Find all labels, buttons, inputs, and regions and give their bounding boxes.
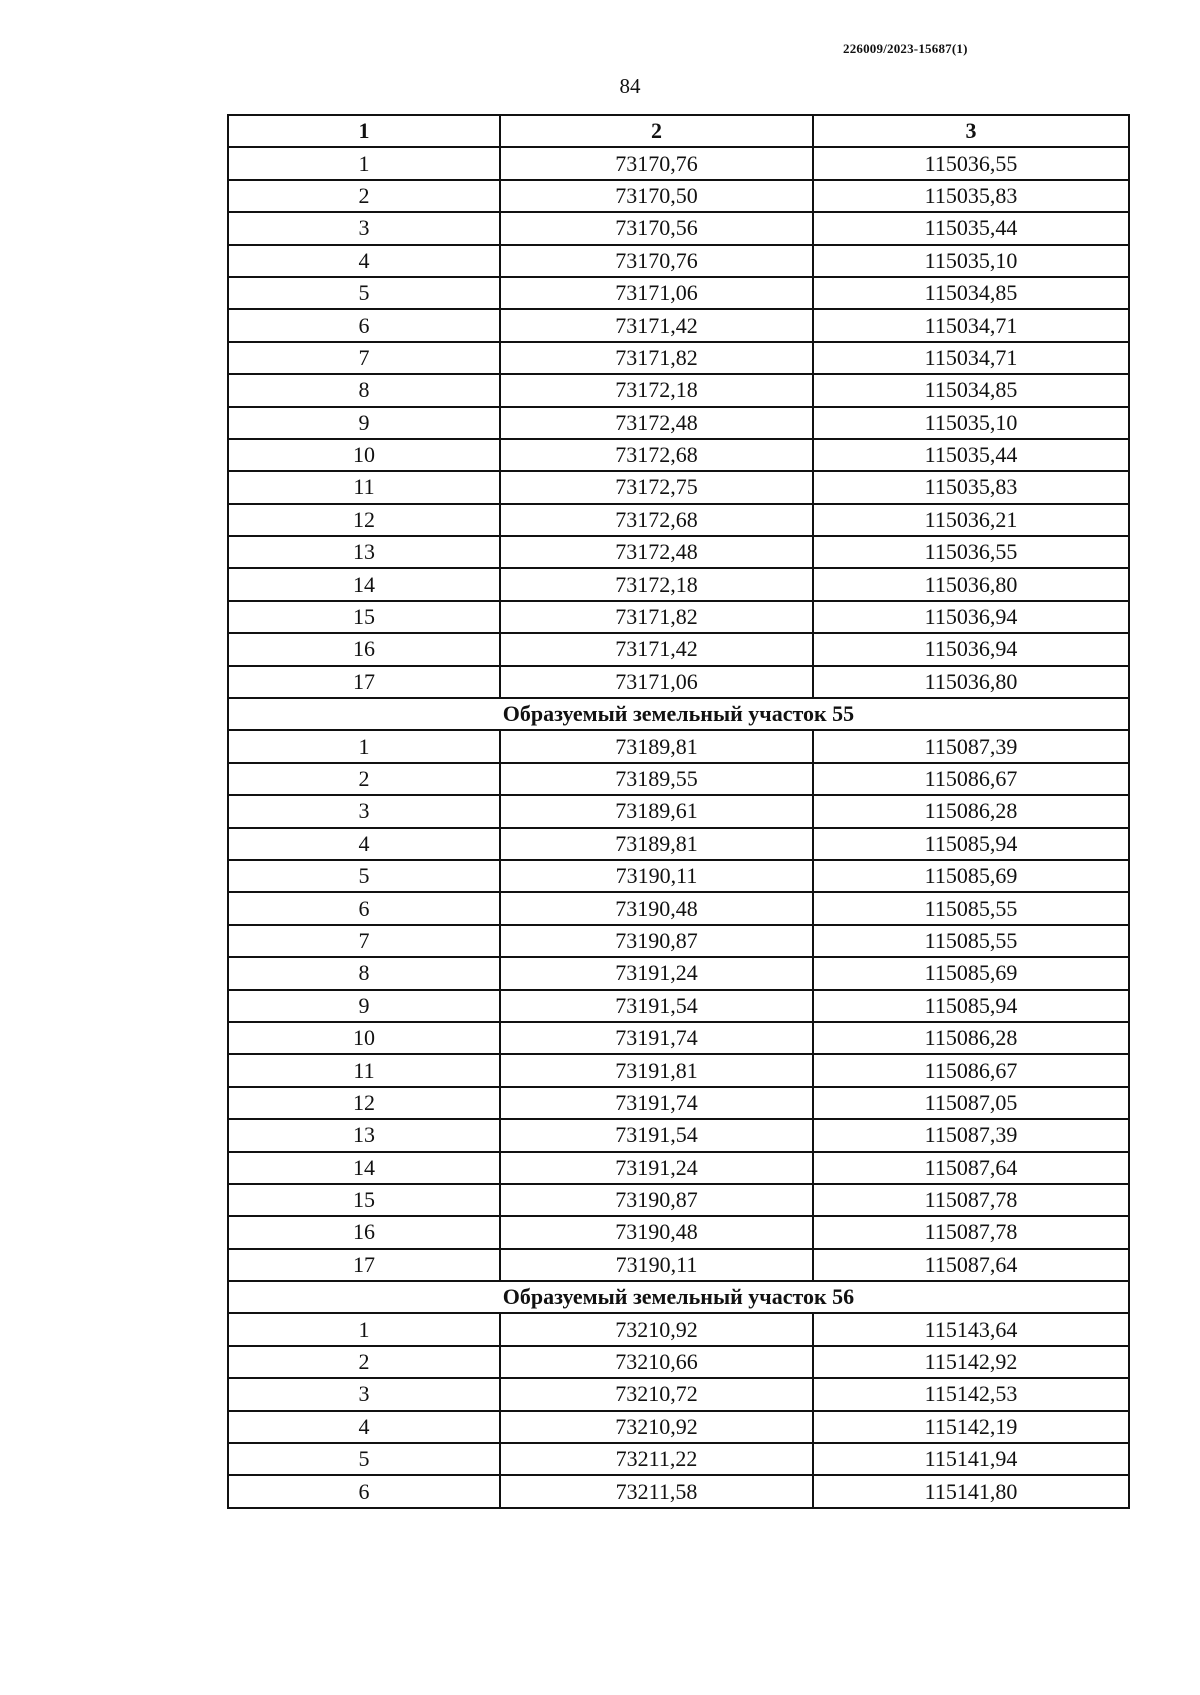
point-number-cell: 17 [228,666,500,698]
table-row [228,1249,1129,1281]
point-number-cell: 11 [228,471,500,503]
y-coordinate-cell: 115142,53 [813,1378,1129,1410]
column-header: 2 [500,115,813,147]
point-number-cell: 7 [228,342,500,374]
table-row [228,180,1129,212]
x-coordinate-cell: 73210,66 [500,1346,813,1378]
x-coordinate-cell: 73189,61 [500,795,813,827]
section-title: Образуемый земельный участок 55 [228,698,1129,730]
table-row [228,471,1129,503]
point-number-cell: 1 [228,147,500,179]
y-coordinate-cell: 115086,28 [813,1022,1129,1054]
point-number-cell: 15 [228,1184,500,1216]
point-number-cell: 6 [228,309,500,341]
x-coordinate-cell: 73191,74 [500,1022,813,1054]
x-coordinate-cell: 73191,54 [500,990,813,1022]
section-header-row [228,698,1129,730]
y-coordinate-cell: 115143,64 [813,1313,1129,1345]
table-row [228,601,1129,633]
table-row [228,828,1129,860]
table-row [228,1152,1129,1184]
table-row [228,1216,1129,1248]
x-coordinate-cell: 73190,48 [500,1216,813,1248]
point-number-cell: 11 [228,1054,500,1086]
section-header-row [228,1281,1129,1313]
x-coordinate-cell: 73171,42 [500,309,813,341]
table-row [228,1022,1129,1054]
y-coordinate-cell: 115087,64 [813,1152,1129,1184]
table-row [228,439,1129,471]
y-coordinate-cell: 115085,94 [813,828,1129,860]
x-coordinate-cell: 73171,82 [500,342,813,374]
y-coordinate-cell: 115142,19 [813,1411,1129,1443]
table-row [228,309,1129,341]
table-row [228,407,1129,439]
x-coordinate-cell: 73191,24 [500,957,813,989]
y-coordinate-cell: 115085,55 [813,925,1129,957]
y-coordinate-cell: 115036,21 [813,504,1129,536]
point-number-cell: 9 [228,990,500,1022]
x-coordinate-cell: 73210,92 [500,1313,813,1345]
x-coordinate-cell: 73172,18 [500,568,813,600]
table-row [228,892,1129,924]
point-number-cell: 12 [228,504,500,536]
table-row [228,536,1129,568]
y-coordinate-cell: 115087,05 [813,1087,1129,1119]
table-row [228,568,1129,600]
table-row [228,730,1129,762]
point-number-cell: 17 [228,1249,500,1281]
y-coordinate-cell: 115036,94 [813,601,1129,633]
table-row [228,1475,1129,1507]
y-coordinate-cell: 115035,44 [813,439,1129,471]
x-coordinate-cell: 73210,72 [500,1378,813,1410]
point-number-cell: 16 [228,1216,500,1248]
point-number-cell: 5 [228,860,500,892]
x-coordinate-cell: 73189,81 [500,828,813,860]
x-coordinate-cell: 73172,68 [500,439,813,471]
table-row [228,957,1129,989]
point-number-cell: 4 [228,1411,500,1443]
point-number-cell: 15 [228,601,500,633]
x-coordinate-cell: 73191,81 [500,1054,813,1086]
table-row [228,245,1129,277]
x-coordinate-cell: 73171,82 [500,601,813,633]
y-coordinate-cell: 115036,94 [813,633,1129,665]
x-coordinate-cell: 73191,54 [500,1119,813,1151]
y-coordinate-cell: 115087,39 [813,1119,1129,1151]
x-coordinate-cell: 73170,76 [500,245,813,277]
x-coordinate-cell: 73211,22 [500,1443,813,1475]
y-coordinate-cell: 115036,55 [813,536,1129,568]
section-title: Образуемый земельный участок 56 [228,1281,1129,1313]
table-header-row [228,115,1129,147]
point-number-cell: 6 [228,1475,500,1507]
table-row [228,504,1129,536]
x-coordinate-cell: 73190,87 [500,925,813,957]
y-coordinate-cell: 115034,85 [813,277,1129,309]
point-number-cell: 4 [228,245,500,277]
point-number-cell: 2 [228,180,500,212]
x-coordinate-cell: 73190,87 [500,1184,813,1216]
x-coordinate-cell: 73171,06 [500,666,813,698]
point-number-cell: 14 [228,1152,500,1184]
y-coordinate-cell: 115035,10 [813,245,1129,277]
x-coordinate-cell: 73171,06 [500,277,813,309]
y-coordinate-cell: 115086,67 [813,1054,1129,1086]
x-coordinate-cell: 73170,76 [500,147,813,179]
table-row [228,1184,1129,1216]
x-coordinate-cell: 73210,92 [500,1411,813,1443]
table-row [228,212,1129,244]
table-row [228,925,1129,957]
y-coordinate-cell: 115034,71 [813,342,1129,374]
table-row [228,666,1129,698]
y-coordinate-cell: 115036,80 [813,568,1129,600]
point-number-cell: 6 [228,892,500,924]
point-number-cell: 9 [228,407,500,439]
x-coordinate-cell: 73190,11 [500,860,813,892]
table-row [228,374,1129,406]
x-coordinate-cell: 73191,24 [500,1152,813,1184]
point-number-cell: 13 [228,536,500,568]
table-row [228,1378,1129,1410]
table-row [228,277,1129,309]
y-coordinate-cell: 115035,10 [813,407,1129,439]
y-coordinate-cell: 115086,28 [813,795,1129,827]
x-coordinate-cell: 73211,58 [500,1475,813,1507]
x-coordinate-cell: 73172,68 [500,504,813,536]
point-number-cell: 16 [228,633,500,665]
y-coordinate-cell: 115087,64 [813,1249,1129,1281]
x-coordinate-cell: 73189,55 [500,763,813,795]
y-coordinate-cell: 115142,92 [813,1346,1129,1378]
y-coordinate-cell: 115086,67 [813,763,1129,795]
x-coordinate-cell: 73191,74 [500,1087,813,1119]
table-row [228,860,1129,892]
table-row [228,1054,1129,1086]
document-number: 226009/2023-15687(1) [843,41,968,56]
point-number-cell: 3 [228,795,500,827]
point-number-cell: 10 [228,1022,500,1054]
point-number-cell: 12 [228,1087,500,1119]
table-row [228,1346,1129,1378]
x-coordinate-cell: 73172,48 [500,407,813,439]
table-row [228,1411,1129,1443]
table-row [228,990,1129,1022]
point-number-cell: 10 [228,439,500,471]
table-row [228,633,1129,665]
x-coordinate-cell: 73172,18 [500,374,813,406]
point-number-cell: 8 [228,957,500,989]
y-coordinate-cell: 115085,69 [813,860,1129,892]
column-header: 3 [813,115,1129,147]
y-coordinate-cell: 115141,80 [813,1475,1129,1507]
point-number-cell: 13 [228,1119,500,1151]
table-row [228,147,1129,179]
y-coordinate-cell: 115035,83 [813,180,1129,212]
x-coordinate-cell: 73190,11 [500,1249,813,1281]
point-number-cell: 8 [228,374,500,406]
x-coordinate-cell: 73171,42 [500,633,813,665]
x-coordinate-cell: 73172,48 [500,536,813,568]
point-number-cell: 7 [228,925,500,957]
table-row [228,342,1129,374]
x-coordinate-cell: 73190,48 [500,892,813,924]
column-header: 1 [228,115,500,147]
y-coordinate-cell: 115087,78 [813,1184,1129,1216]
y-coordinate-cell: 115036,80 [813,666,1129,698]
point-number-cell: 14 [228,568,500,600]
y-coordinate-cell: 115036,55 [813,147,1129,179]
point-number-cell: 1 [228,730,500,762]
y-coordinate-cell: 115085,94 [813,990,1129,1022]
point-number-cell: 2 [228,1346,500,1378]
page-number: 84 [619,74,641,98]
point-number-cell: 4 [228,828,500,860]
coordinates-table [227,114,1130,1509]
x-coordinate-cell: 73189,81 [500,730,813,762]
y-coordinate-cell: 115085,55 [813,892,1129,924]
x-coordinate-cell: 73170,56 [500,212,813,244]
x-coordinate-cell: 73170,50 [500,180,813,212]
y-coordinate-cell: 115141,94 [813,1443,1129,1475]
y-coordinate-cell: 115087,78 [813,1216,1129,1248]
y-coordinate-cell: 115034,71 [813,309,1129,341]
table-row [228,795,1129,827]
y-coordinate-cell: 115087,39 [813,730,1129,762]
y-coordinate-cell: 115034,85 [813,374,1129,406]
point-number-cell: 5 [228,1443,500,1475]
point-number-cell: 2 [228,763,500,795]
x-coordinate-cell: 73172,75 [500,471,813,503]
y-coordinate-cell: 115035,83 [813,471,1129,503]
table-row [228,1119,1129,1151]
table-row [228,763,1129,795]
y-coordinate-cell: 115035,44 [813,212,1129,244]
table-row [228,1443,1129,1475]
table-row [228,1087,1129,1119]
point-number-cell: 5 [228,277,500,309]
point-number-cell: 3 [228,212,500,244]
point-number-cell: 1 [228,1313,500,1345]
table-body [228,147,1129,1507]
point-number-cell: 3 [228,1378,500,1410]
table-row [228,1313,1129,1345]
y-coordinate-cell: 115085,69 [813,957,1129,989]
